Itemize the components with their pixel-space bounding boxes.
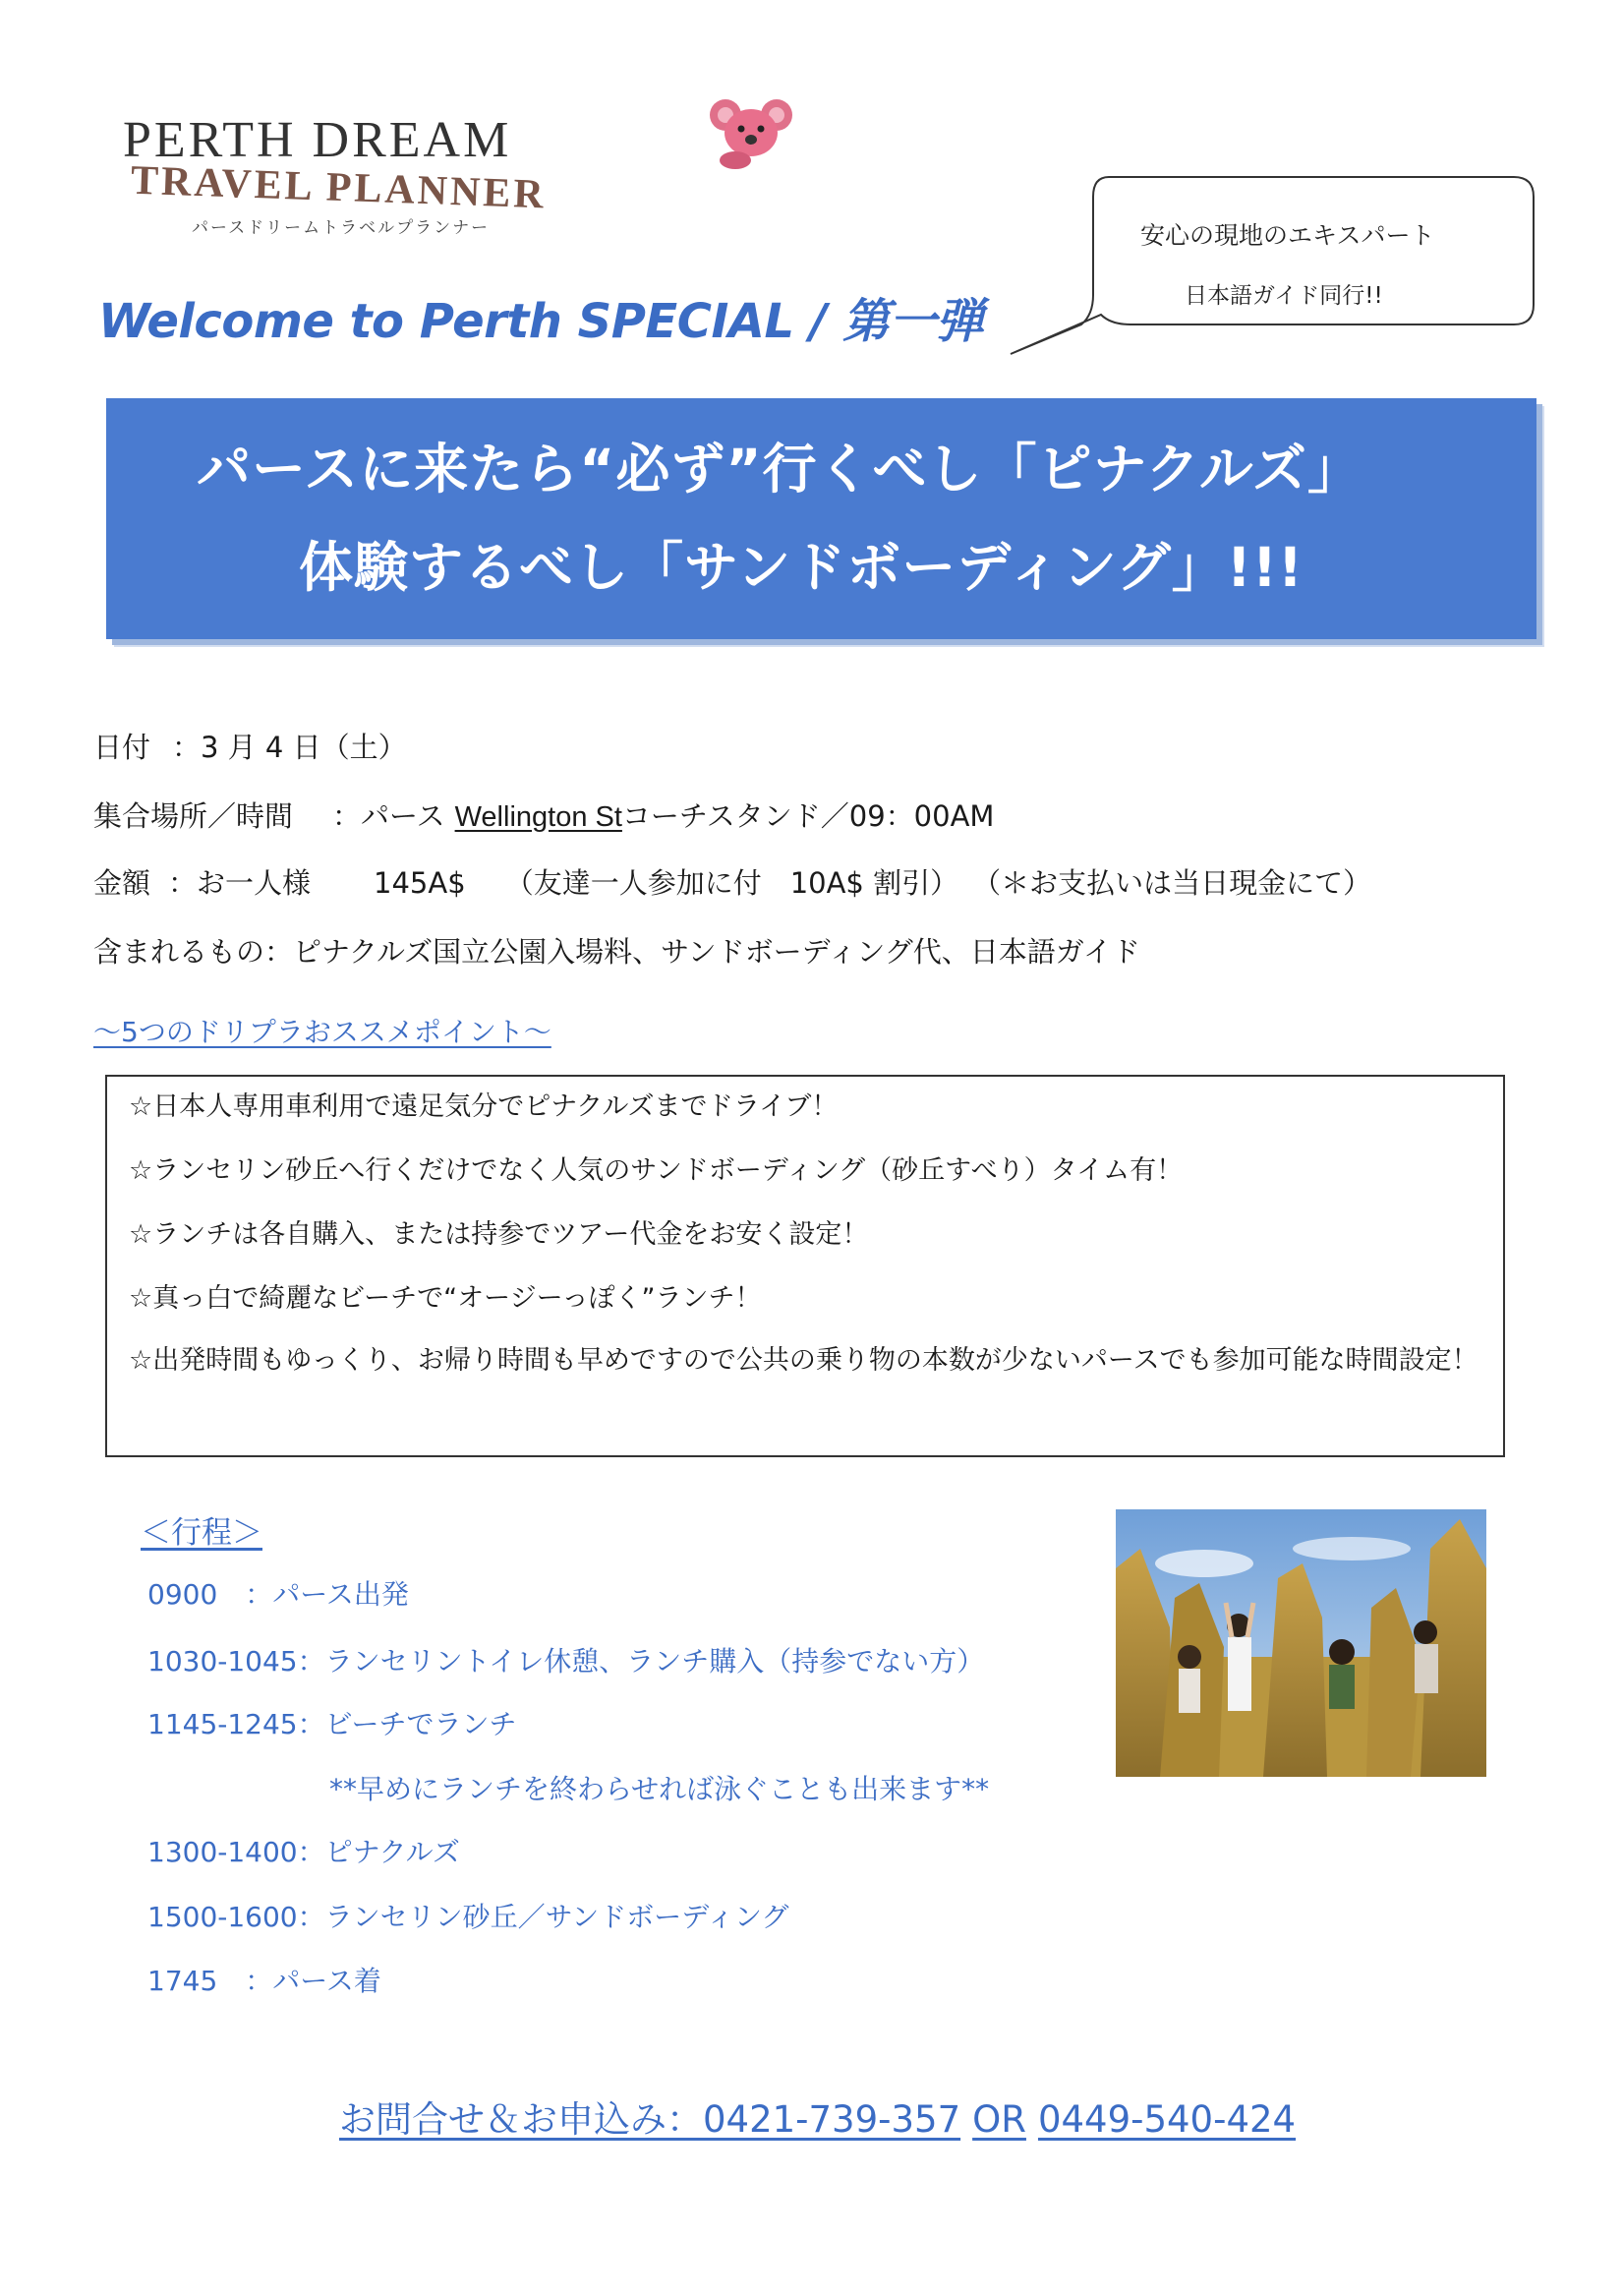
itinerary-desc: ランセリン砂丘／サンドボーディング — [324, 1901, 789, 1933]
koala-mascot-icon — [696, 93, 804, 172]
itinerary-time: 1300-1400 — [147, 1836, 298, 1868]
list-item: ☆日本人専用車利用で遠足気分でピナクルズまでドライブ！ — [129, 1091, 839, 1122]
bubble-line-guide: 日本語ガイド同行!! — [1185, 283, 1383, 309]
itinerary-sep: ： — [217, 1578, 273, 1611]
price-payment: （＊お支払いは当日現金にて） — [972, 866, 1372, 900]
info-date — [93, 726, 407, 766]
price-amount: 145A$ — [374, 866, 466, 900]
itinerary-desc: ピナクルズ — [324, 1836, 460, 1868]
price-person: ：お一人様 — [168, 866, 312, 900]
itinerary-time: 1030-1045 — [147, 1645, 298, 1678]
logo-subtitle: TRAVEL PLANNER — [130, 157, 548, 218]
itinerary-sep: ： — [217, 1965, 273, 1997]
contact-phone-1[interactable]: 0421-739-357 — [703, 2098, 961, 2141]
itinerary-time: 1745 — [147, 1965, 218, 1997]
itinerary-desc: ビーチでランチ — [324, 1708, 517, 1740]
list-item: ☆ランチは各自購入、または持参でツアー代金をお安く設定！ — [129, 1219, 869, 1250]
include-value: ピナクルズ国立公園入場料、サンドボーディング代、日本語ガイド — [293, 935, 1140, 969]
contact-or: OR — [972, 2098, 1026, 2141]
meet-label: 集合場所／時間 — [93, 799, 294, 833]
banner-pinnacles-line: パースに来たら“必ず”行くべし「ピナクルズ」 — [197, 438, 1363, 500]
itinerary-row — [147, 1960, 381, 1999]
itinerary-row — [147, 1896, 788, 1935]
date-value: ：3 月 4 日（土） — [172, 731, 407, 764]
logo-title: PERTH DREAM — [123, 112, 512, 168]
banner-sandboarding-line: 体験するべし「サンドボーディング」!!! — [299, 536, 1304, 599]
itinerary-heading: ＜行程＞ — [141, 1515, 262, 1551]
itinerary-note: **早めにランチを終わらせれば泳ぐことも出来ます** — [329, 1773, 990, 1805]
itinerary-time: 1145-1245 — [147, 1708, 298, 1740]
list-item: ☆真っ白で綺麗なビーチで“オージーっぽく”ランチ！ — [129, 1283, 762, 1314]
itinerary-row — [147, 1703, 517, 1742]
contact-line — [339, 2090, 1296, 2143]
itinerary-sep: ： — [297, 1901, 325, 1933]
itinerary-desc: ランセリントイレ休憩、ランチ購入（持参でない方） — [324, 1645, 985, 1678]
welcome-title: Welcome to Perth SPECIAL / 第一弾 — [98, 294, 983, 349]
info-price — [93, 861, 1371, 902]
itinerary-sep: ： — [297, 1645, 325, 1678]
itinerary-time: 1500-1600 — [147, 1901, 298, 1933]
itinerary-row — [147, 1831, 460, 1870]
contact-phone-2[interactable]: 0449-540-424 — [1037, 2098, 1297, 2141]
points-heading: ～5つのドリプラおススメポイント～ — [93, 1016, 551, 1048]
info-meeting-point — [93, 795, 994, 835]
speech-bubble — [1003, 167, 1538, 364]
info-included — [93, 930, 1140, 971]
date-label: 日付 — [93, 731, 151, 764]
logo-katakana: パースドリームトラベルプランナー — [192, 218, 491, 238]
meet-suffix: コーチスタンド／09：00AM — [621, 799, 995, 833]
points-box — [105, 1075, 1505, 1457]
list-item: ☆出発時間もゆっくり、お帰り時間も早めですので公共の乗り物の本数が少ないパースでも参加可能な時間設定！ — [129, 1345, 1478, 1376]
price-discount: （友達一人参加に付 10A$ 割引） — [504, 866, 959, 900]
itinerary-time: 0900 — [147, 1578, 218, 1611]
headline-banner — [106, 398, 1536, 639]
include-label: 含まれるもの： — [93, 935, 294, 969]
pinnacles-photo — [1116, 1509, 1486, 1777]
list-item: ☆ランセリン砂丘へ行くだけでなく人気のサンドボーディング（砂丘すべり）タイム有！ — [129, 1155, 1184, 1186]
bubble-line-expert: 安心の現地のエキスパート — [1140, 221, 1435, 250]
meet-street: Wellington St — [454, 801, 622, 833]
price-label: 金額 — [93, 866, 151, 900]
itinerary-sep: ： — [297, 1708, 325, 1740]
itinerary-desc: パース着 — [272, 1965, 381, 1997]
itinerary-desc: パース出発 — [272, 1578, 409, 1611]
contact-label: お問合せ＆お申込み： — [339, 2098, 703, 2141]
itinerary-row — [147, 1640, 984, 1679]
itinerary-sep: ： — [297, 1836, 325, 1868]
meet-prefix: ：パース — [332, 799, 445, 833]
itinerary-row — [147, 1573, 409, 1613]
